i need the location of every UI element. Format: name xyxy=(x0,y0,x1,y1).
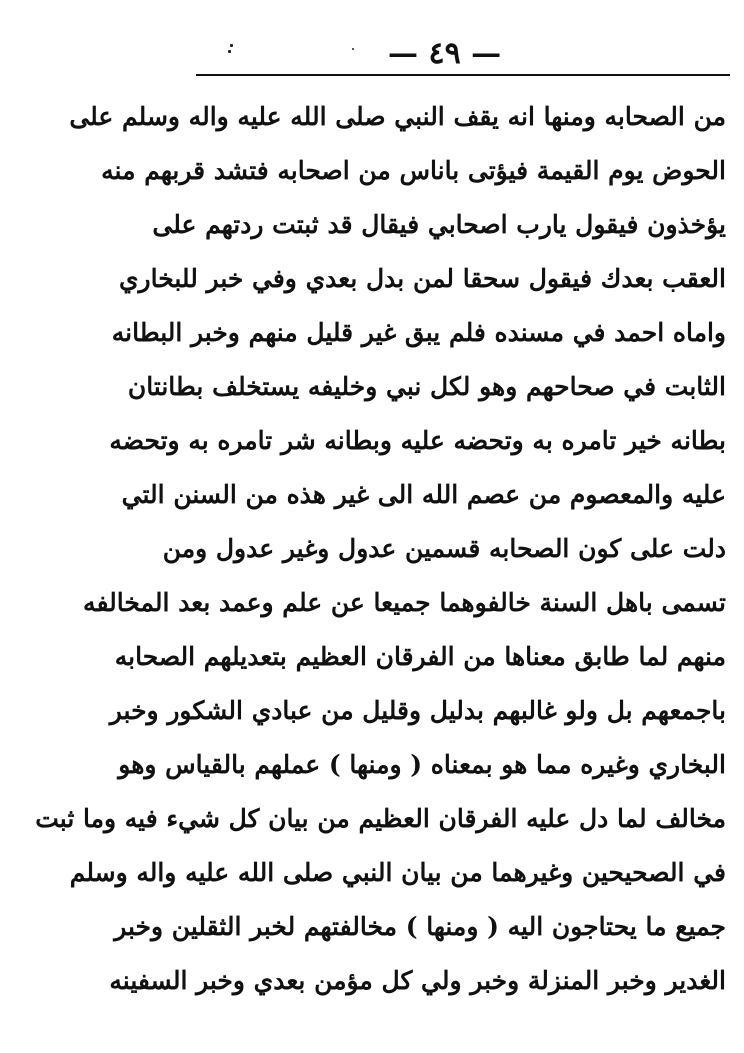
text-line: مخالف لما دل عليه الفرقان العظيم من بيان كل شيء فيه وما ثبت xyxy=(35,804,726,833)
ink-speck xyxy=(230,44,233,47)
text-line: تسمى باهل السنة خالفوهما جميعا عن علم وعمد بعد المخالفه xyxy=(83,588,726,617)
text-line: من الصحابه ومنها انه يقف النبي صلى الله عليه واله وسلم على xyxy=(69,102,726,131)
page-number: — ٤٩ — xyxy=(388,36,502,71)
text-line: البخاري وغيره مما هو بمعناه ( ومنها ) عملهم بالقياس وهو xyxy=(118,750,726,779)
ink-speck xyxy=(228,50,231,53)
text-line: واماه احمد في مسنده فلم يبق غير قليل منهم وخبر البطانه xyxy=(111,318,726,347)
page-header xyxy=(0,28,744,71)
text-line: الغدير وخبر المنزلة وخبر ولي كل مؤمن بعدي وخبر السفينه xyxy=(109,966,726,995)
ink-speck xyxy=(352,48,354,50)
text-line: باجمعهم بل ولو غالبهم بدليل وقليل من عبادي الشكور وخبر xyxy=(109,696,726,725)
text-line: دلت على كون الصحابه قسمين عدول وغير عدول ومن xyxy=(162,534,726,563)
text-line: العقب بعدك فيقول سحقا لمن بدل بعدي وفي خبر للبخاري xyxy=(118,264,726,293)
text-line: الثابت في صحاحهم وهو لكل نبي وخليفه يستخلف بطانتان xyxy=(127,372,726,401)
text-line: يؤخذون فيقول يارب اصحابي فيقال قد ثبتت ردتهم على xyxy=(152,210,726,239)
text-line: جميع ما يحتاجون اليه ( ومنها ) مخالفتهم لخبر الثقلين وخبر xyxy=(114,912,726,941)
body-text xyxy=(35,90,726,1008)
text-line: بطانه خير تامره به وتحضه عليه وبطانه شر تامره به وتحضه xyxy=(109,426,726,455)
text-line: الحوض يوم القيمة فيؤتى باناس من اصحابه فتشد قربهم منه xyxy=(101,156,726,185)
header-rule xyxy=(196,74,730,76)
text-line: عليه والمعصوم من عصم الله الى غير هذه من السنن التي xyxy=(121,480,726,509)
text-line: في الصحيحين وغيرهما من بيان النبي صلى الله عليه واله وسلم xyxy=(69,858,726,887)
text-line: منهم لما طابق معناها من الفرقان العظيم بتعديلهم الصحابه xyxy=(114,642,726,671)
